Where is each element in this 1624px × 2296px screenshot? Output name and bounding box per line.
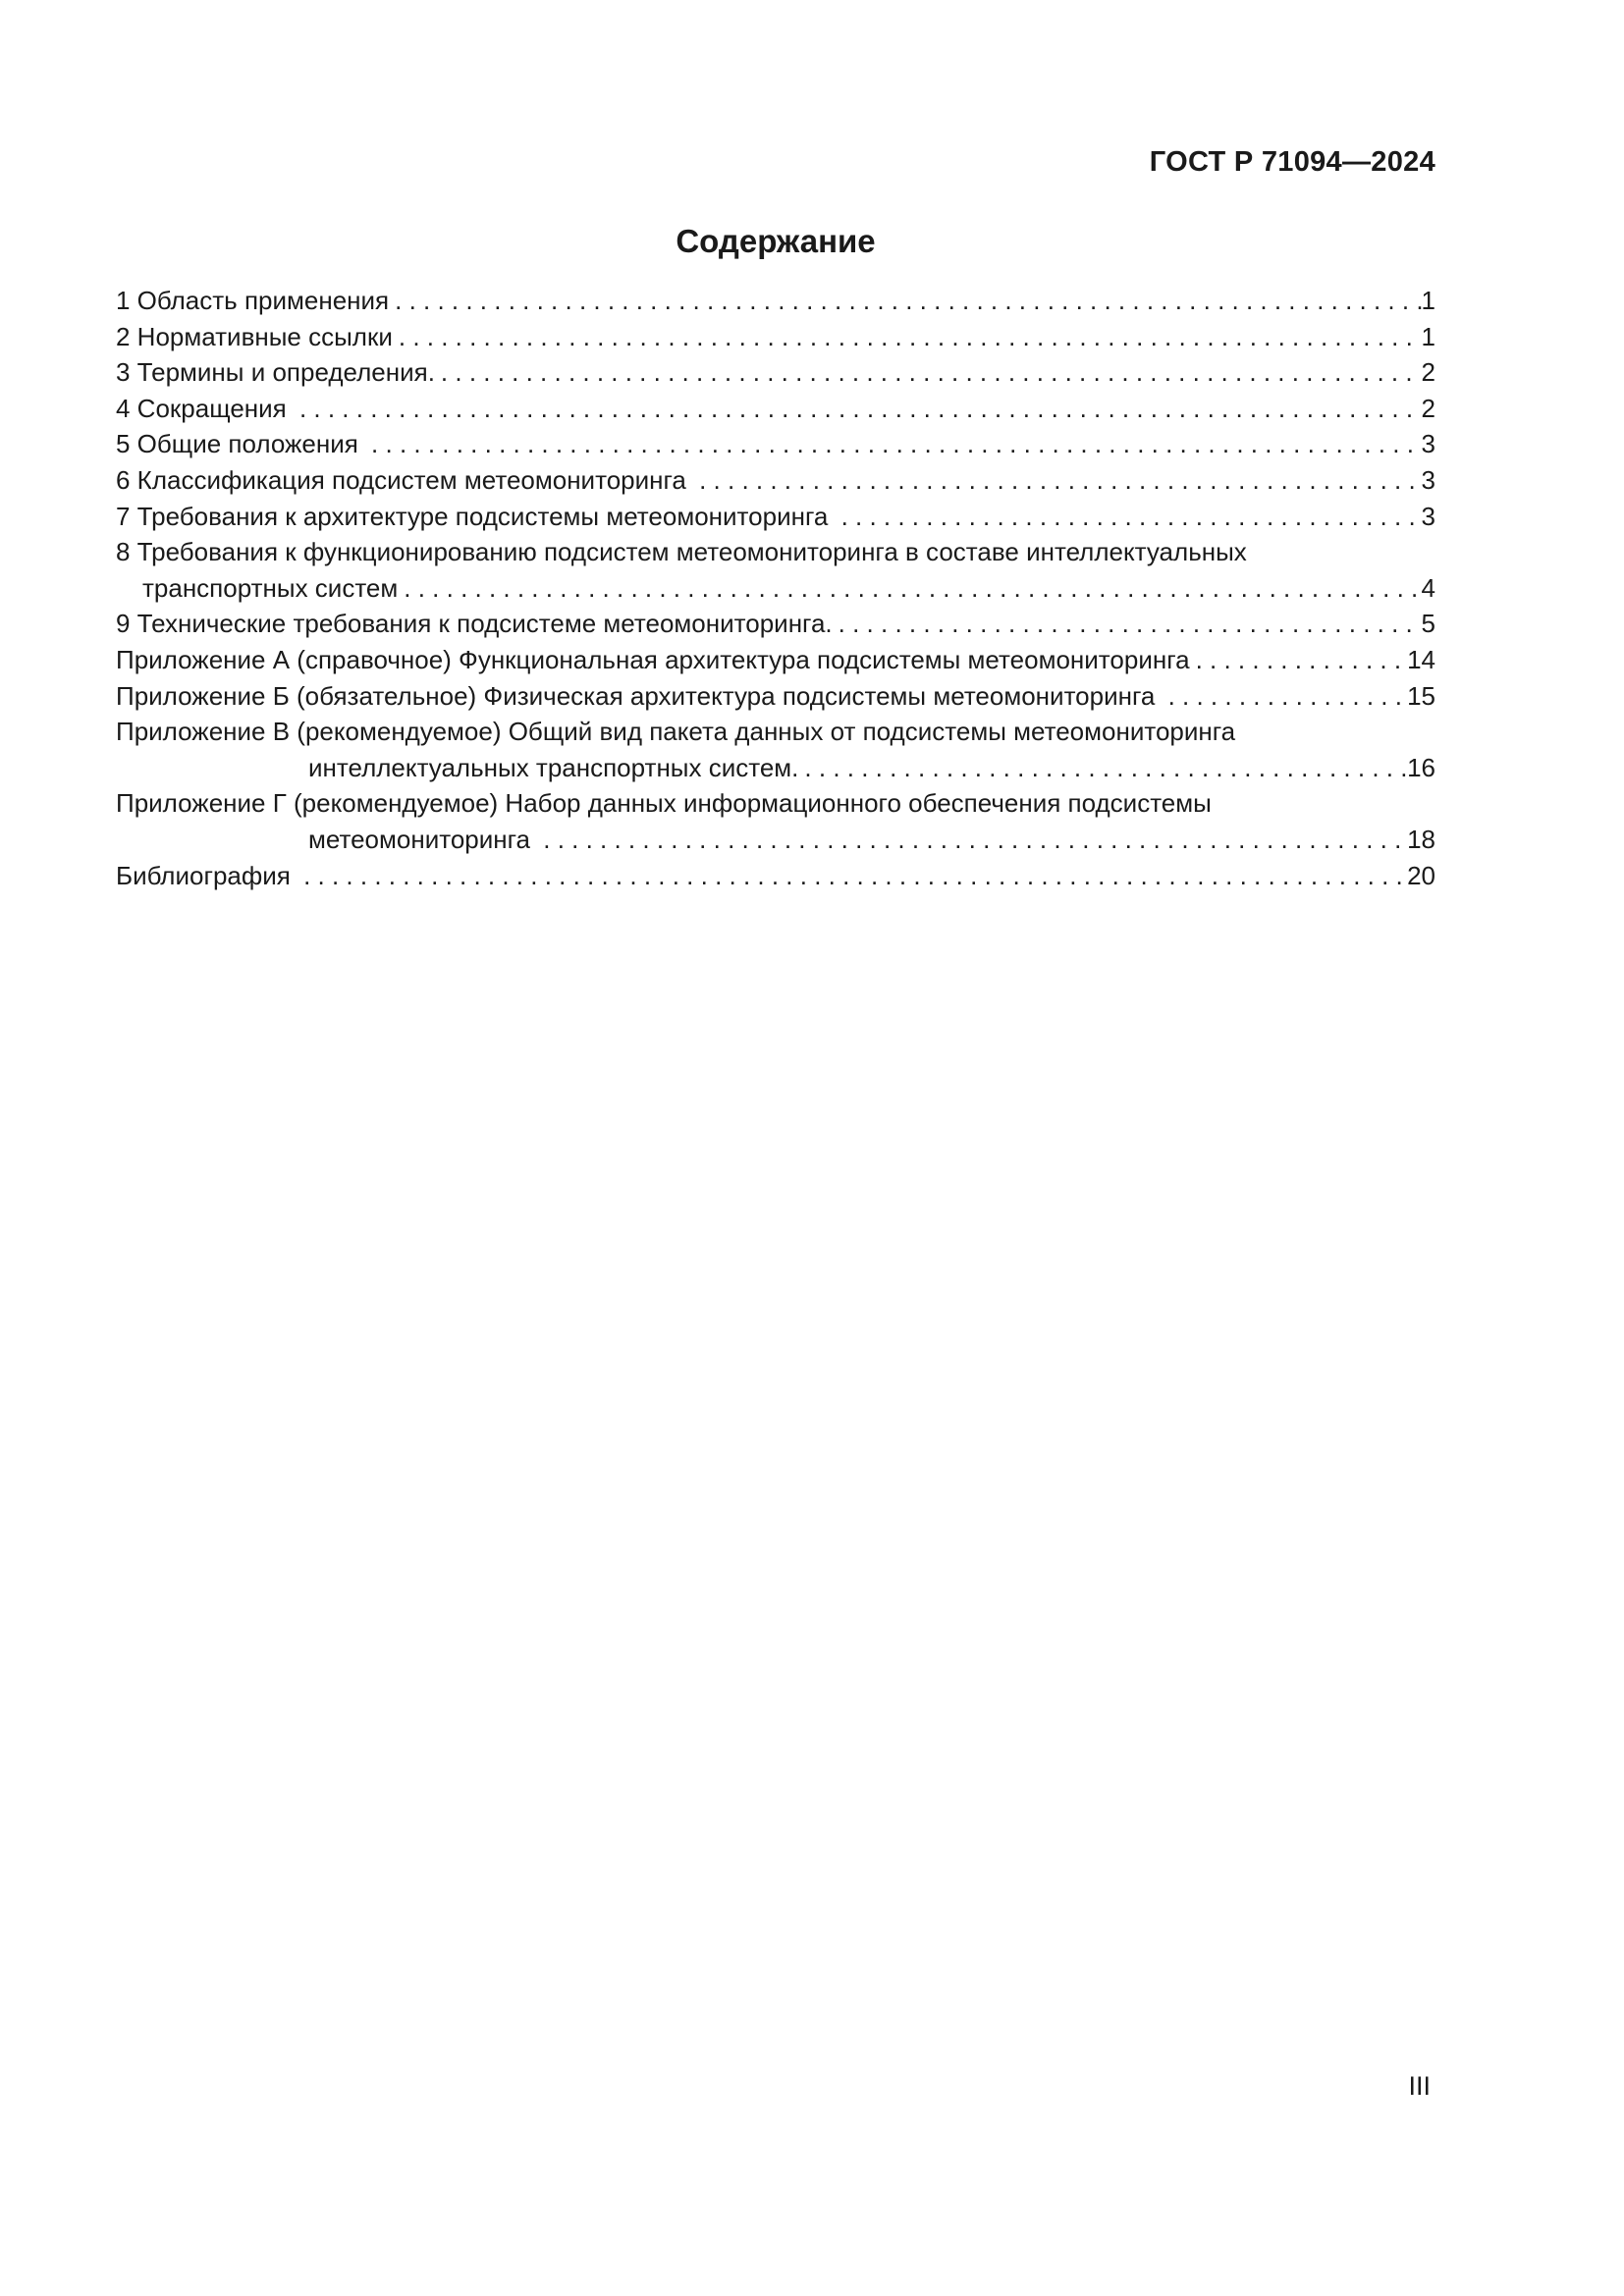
toc-entry-label: Приложение Б (обязательное) Физическая архитектура подсистемы метеомониторинга — [116, 680, 1163, 711]
dot-leader — [1163, 678, 1407, 715]
toc-entry-page: 15 — [1407, 680, 1435, 711]
page-title: Содержание — [676, 223, 876, 259]
toc-row — [116, 534, 1435, 570]
toc-entry-label: 6 Классификация подсистем метеомониторинга — [116, 464, 694, 495]
toc-row — [116, 642, 1435, 678]
toc-row — [116, 319, 1435, 355]
dot-leader — [389, 283, 1421, 319]
toc-entry-page: 5 — [1421, 609, 1435, 639]
toc-row — [116, 426, 1435, 462]
dot-leader — [833, 606, 1422, 642]
toc-entry-label: Библиография — [116, 860, 298, 890]
dot-leader — [798, 750, 1407, 786]
table-of-contents — [116, 283, 1435, 893]
toc-entry-label: 1 Область применения — [116, 286, 390, 315]
toc-row — [116, 678, 1435, 715]
toc-entry-label: 7 Требования к архитектуре подсистемы метеомониторинга — [116, 501, 836, 531]
toc-entry-page: 1 — [1421, 286, 1435, 315]
toc-entry-label: Приложение В (рекомендуемое) Общий вид пакета данных от подсистемы метеомониторинга — [116, 717, 1236, 747]
toc-entry-page: 4 — [1421, 572, 1435, 603]
toc-entry-page: 2 — [1421, 357, 1435, 388]
dot-leader — [398, 570, 1421, 607]
toc-entry-label: 5 Общие положения — [116, 429, 366, 459]
toc-row — [116, 714, 1435, 750]
dot-leader — [435, 354, 1422, 391]
toc-entry-label: метеомониторинга — [308, 824, 538, 854]
toc-entry-page: 14 — [1407, 644, 1435, 674]
footer-page-number: III — [1408, 2071, 1431, 2101]
toc-entry-page: 3 — [1421, 501, 1435, 531]
toc-row — [116, 570, 1435, 607]
toc-entry-page: 2 — [1421, 393, 1435, 423]
toc-entry-label: 9 Технические требования к подсистеме метеомониторинга. — [116, 609, 833, 639]
toc-entry-label: Приложение А (справочное) Функциональная архитектура подсистемы метеомониторинга — [116, 644, 1190, 674]
toc-entry-label: 4 Сокращения — [116, 393, 294, 423]
dot-leader — [294, 391, 1422, 427]
standard-code-header: ГОСТ Р 71094—2024 — [1149, 146, 1435, 178]
toc-entry-page: 3 — [1421, 464, 1435, 495]
dot-leader — [537, 822, 1407, 858]
toc-row — [116, 354, 1435, 391]
toc-entry-label: 3 Термины и определения. — [116, 357, 435, 388]
toc-row — [116, 750, 1435, 786]
toc-entry-page: 16 — [1407, 752, 1435, 782]
toc-entry-label: интеллектуальных транспортных систем. — [308, 752, 799, 782]
toc-row — [116, 391, 1435, 427]
toc-entry-page: 1 — [1421, 321, 1435, 351]
toc-entry-label: Приложение Г (рекомендуемое) Набор данных информационного обеспечения подсистемы — [116, 788, 1212, 819]
toc-row — [116, 462, 1435, 499]
dot-leader — [365, 426, 1421, 462]
toc-row — [116, 785, 1435, 822]
toc-entry-page: 3 — [1421, 429, 1435, 459]
dot-leader — [1190, 642, 1408, 678]
toc-row — [116, 283, 1435, 319]
dot-leader — [836, 499, 1422, 535]
toc-entry-label: 2 Нормативные ссылки — [116, 321, 393, 351]
dot-leader — [693, 462, 1421, 499]
dot-leader — [298, 858, 1407, 894]
toc-row — [116, 858, 1435, 894]
toc-row — [116, 822, 1435, 858]
toc-entry-label: 8 Требования к функционированию подсистем метеомониторинга в составе интеллектуальных — [116, 537, 1247, 567]
toc-row — [116, 606, 1435, 642]
toc-entry-page: 18 — [1407, 824, 1435, 854]
toc-entry-page: 20 — [1407, 860, 1435, 890]
dot-leader — [393, 319, 1422, 355]
toc-row — [116, 499, 1435, 535]
toc-entry-label: транспортных систем — [142, 572, 399, 603]
